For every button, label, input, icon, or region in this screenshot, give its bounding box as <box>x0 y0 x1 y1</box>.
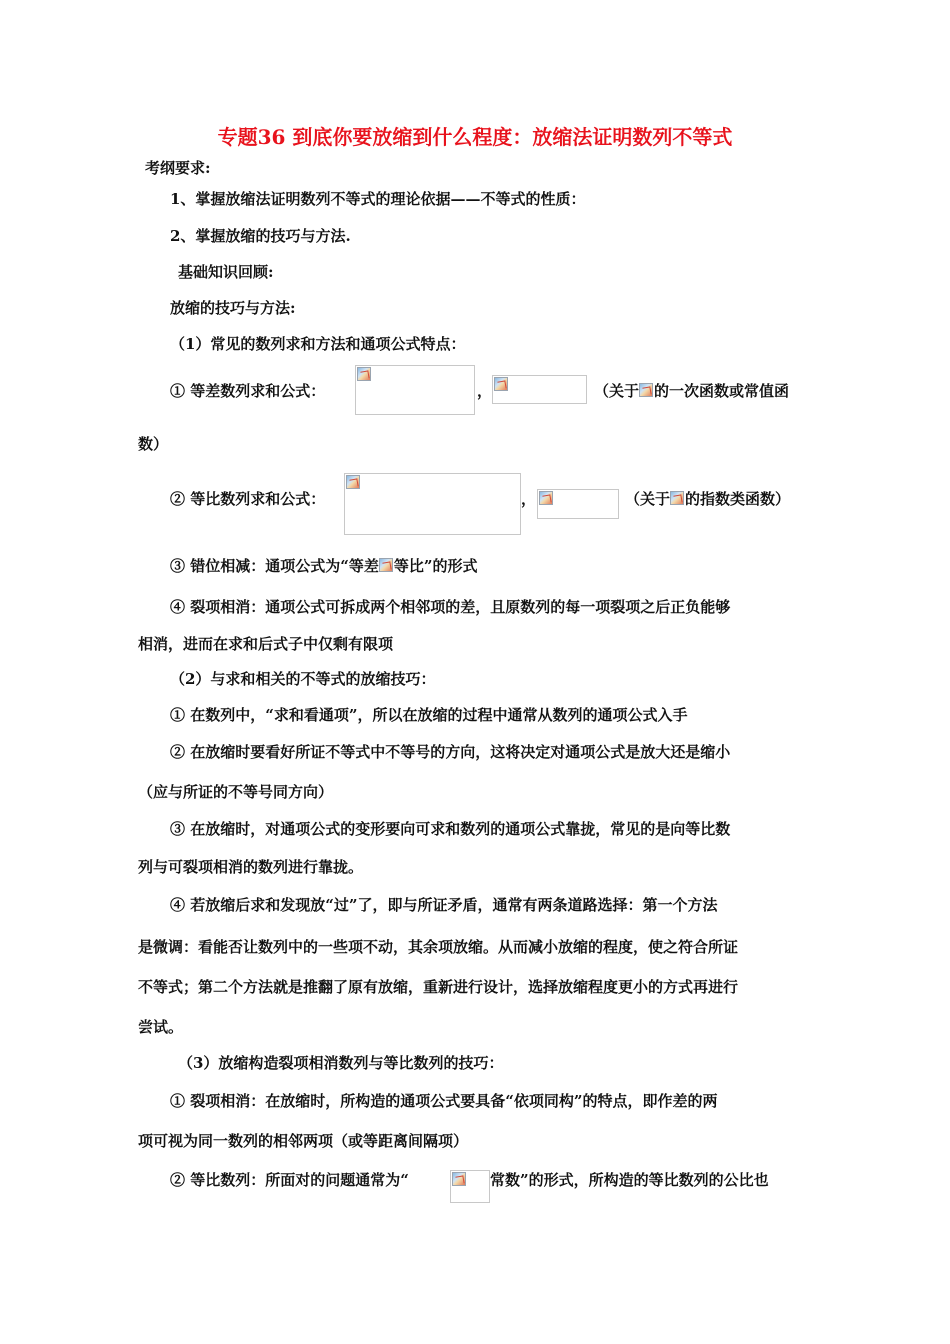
comma: ， <box>477 382 493 400</box>
skill-2-4-line-3: 不等式；第二个方法就是推翻了原有放缩，重新进行设计，选择放缩程度更小的方式再进行 <box>138 978 739 996</box>
broken-image-icon <box>539 491 553 505</box>
comma: ， <box>521 490 537 508</box>
method-3: ③ 错位相减：通项公式为“等差 等比”的形式 <box>170 557 478 575</box>
subsection-2-heading: （2）与求和相关的不等式的放缩技巧： <box>170 670 436 688</box>
subsection-1-heading: （1）常见的数列求和方法和通项公式特点： <box>170 335 466 353</box>
requirement-1: 1、掌握放缩法证明数列不等式的理论依据——不等式的性质： <box>170 190 586 208</box>
formula-image-arith-term <box>492 375 587 404</box>
arith-sum-label: ① 等差数列求和公式： <box>170 382 326 400</box>
arith-note: （关于 的一次函数或常值函 <box>594 382 790 400</box>
page-title: 专题36 到底你要放缩到什么程度：放缩法证明数列不等式 <box>217 125 733 149</box>
skill-2-4-line-1: ④ 若放缩后求和发现放“过”了，即与所证矛盾，通常有两条道路选择：第一个方法 <box>170 896 718 914</box>
technique-3-1-line-1: ① 裂项相消：在放缩时，所构造的通项公式要具备“依项同构”的特点，即作差的两 <box>170 1092 718 1110</box>
skill-2-3-line-1: ③ 在放缩时，对通项公式的变形要向可求和数列的通项公式靠拢，常见的是向等比数 <box>170 820 731 838</box>
skill-2-4-line-4: 尝试。 <box>138 1018 184 1036</box>
skill-2-1: ① 在数列中，“求和看通项”，所以在放缩的过程中通常从数列的通项公式入手 <box>170 706 688 724</box>
arith-note-cont: 数） <box>138 435 169 453</box>
method-4-line-1: ④ 裂项相消：通项公式可拆成两个相邻项的差，且原数列的每一项裂项之后正负能够 <box>170 598 731 616</box>
geo-note: （关于 的指数类函数） <box>625 490 791 508</box>
geo-sum-label: ② 等比数列求和公式： <box>170 490 326 508</box>
skill-2-3-line-2: 列与可裂项相消的数列进行靠拢。 <box>138 858 364 876</box>
broken-image-icon <box>670 491 684 505</box>
section-heading-requirements: 考纲要求: <box>145 159 211 177</box>
broken-image-icon <box>379 558 393 572</box>
subsection-3-heading: （3）放缩构造裂项相消数列与等比数列的技巧： <box>178 1054 504 1072</box>
formula-image-geo-term <box>537 489 619 519</box>
broken-image-icon <box>452 1172 466 1186</box>
skill-2-4-line-2: 是微调：看能否让数列中的一些项不动，其余项放缩。从而减小放缩的程度，使之符合所证 <box>138 938 739 956</box>
broken-image-icon <box>639 383 653 397</box>
section-heading-review: 基础知识回顾: <box>178 263 274 281</box>
formula-image-ratio <box>450 1170 490 1203</box>
technique-3-2-part-b: 常数”的形式，所构造的等比数列的公比也 <box>490 1171 769 1189</box>
variable-image-n <box>670 491 685 506</box>
formula-image-geo-sum <box>344 473 521 535</box>
variable-image-n <box>639 383 654 398</box>
broken-image-icon <box>494 377 508 391</box>
broken-image-icon <box>346 475 360 489</box>
technique-3-1-line-2: 项可视为同一数列的相邻两项（或等距离间隔项） <box>138 1132 469 1150</box>
skill-2-2-line-2: （应与所证的不等号同方向） <box>138 783 334 801</box>
skills-heading: 放缩的技巧与方法: <box>170 299 296 317</box>
formula-image-arith-sum <box>355 365 475 415</box>
requirement-2: 2、掌握放缩的技巧与方法. <box>170 227 351 245</box>
skill-2-2-line-1: ② 在放缩时要看好所证不等式中不等号的方向，这将决定对通项公式是放大还是缩小 <box>170 743 731 761</box>
broken-image-icon <box>357 367 371 381</box>
times-symbol-image <box>379 558 394 573</box>
method-4-line-2: 相消，进而在求和后式子中仅剩有限项 <box>138 635 394 653</box>
technique-3-2-part-a: ② 等比数列：所面对的问题通常为“ <box>170 1171 409 1189</box>
